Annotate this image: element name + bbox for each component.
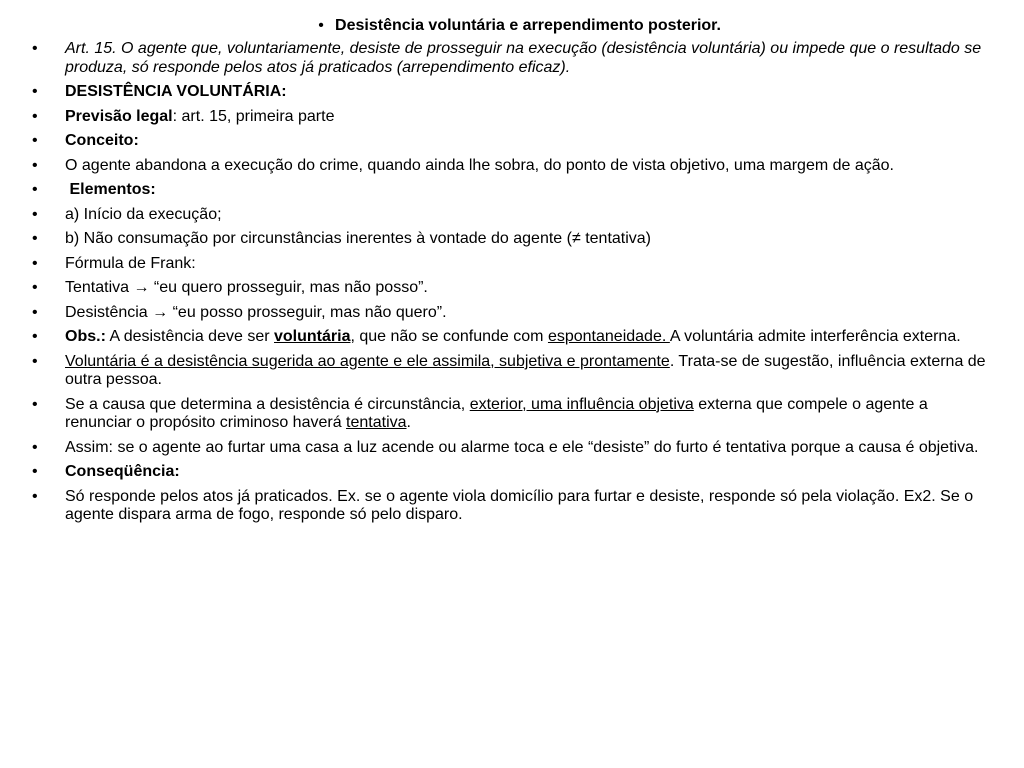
item-text: Só responde pelos atos já praticados. Ex. se o agente viola domicílio para furtar e desiste, responde só pela violação. Ex2. Se o agente dispara arma de fogo, responde só pelo disparo. [65,487,974,523]
emphasis-text: exterior, uma influência objetiva [469,395,694,413]
list-item [32,83,996,102]
bullet-icon: • [32,352,38,370]
item-label: Conceito: [65,132,139,149]
list-item [32,157,996,176]
bullet-icon: • [32,132,38,149]
list-item [32,40,996,77]
bullet-icon: • [32,205,38,223]
list-item [32,206,996,225]
list-item [32,488,996,525]
item-text: Desistência → “eu posso prosseguir, mas não quero”. [65,303,447,321]
list-item [32,463,996,482]
item-text: A voluntária admite interferência externa. [669,328,961,345]
list-item [32,304,996,323]
bullet-icon: • [32,230,38,247]
slide-title: Desistência voluntária e arrependimento posterior. [335,17,721,34]
item-text: que não se confunde com [354,328,548,345]
item-text: Tentativa → “eu quero prosseguir, mas não posso”. [65,279,428,296]
list-item [32,396,996,433]
item-text: externa que compele o agente a renunciar o propósito criminoso haverá [65,395,928,431]
bullet-icon: • [32,303,38,321]
bullet-list [32,40,996,525]
list-item [32,353,996,390]
list-item [32,279,996,298]
bullet-icon: • [32,463,38,480]
section-heading: DESISTÊNCIA VOLUNTÁRIA: [65,83,287,100]
bullet-icon: • [32,487,38,505]
emphasis-text: tentativa [346,414,407,431]
emphasis-text: Voluntária é a desistência sugerida ao agente e ele assimila, subjetiva e prontamente [65,352,670,370]
item-text: . Trata-se de sugestão, influência externa de outra pessoa. [65,352,986,388]
emphasis-text: espontaneidade. [547,328,670,345]
item-text: Assim: se o agente ao furtar uma casa a luz acende ou alarme toca e ele “desiste” do furto é tentativa porque a causa é objetiva. [65,438,979,456]
list-item [32,230,996,249]
item-text: A desistência deve ser [105,328,274,345]
bullet-icon: • [32,40,38,57]
list-item [32,181,996,200]
list-item [32,255,996,274]
item-label: Elementos: [65,181,156,198]
item-text: a) Início da execução; [65,205,222,223]
item-label: Obs.: [65,328,106,345]
list-item [32,108,996,127]
item-text: , [350,328,355,345]
item-text: . [406,414,411,431]
item-text: Se a causa que determina a desistência é circunstância, [65,395,470,413]
item-text: : art. 15, primeira parte [172,107,335,125]
item-text: O agente abandona a execução do crime, quando ainda lhe sobra, do ponto de vista objetivo, uma margem de ação. [65,156,894,174]
article-text: Art. 15. O agente que, voluntariamente, desiste de prosseguir na execução (desistência voluntária) ou impede que o resultado se produza, só responde pelos atos já praticados (arrependimento eficaz). [65,40,982,76]
item-label: Previsão legal [65,107,173,125]
emphasis-text: voluntária [274,328,351,345]
bullet-icon: • [32,395,38,413]
bullet-icon: • [32,83,38,100]
bullet-icon: • [32,438,38,456]
list-item [32,328,996,347]
bullet-icon: • [32,156,38,174]
bullet-icon: • [32,181,38,198]
item-text: Fórmula de Frank: [65,254,196,272]
list-item [32,132,996,151]
item-label: Conseqüência: [65,463,180,480]
bullet-icon: • [32,254,38,272]
bullet-icon: • [32,328,38,345]
list-item [32,439,996,458]
bullet-icon: • [318,17,324,34]
bullet-icon: • [32,107,38,125]
slide-title-row [32,16,996,36]
item-text: b) Não consumação por circunstâncias inerentes à vontade do agente (≠ tentativa) [65,230,652,247]
bullet-icon: • [32,279,38,296]
